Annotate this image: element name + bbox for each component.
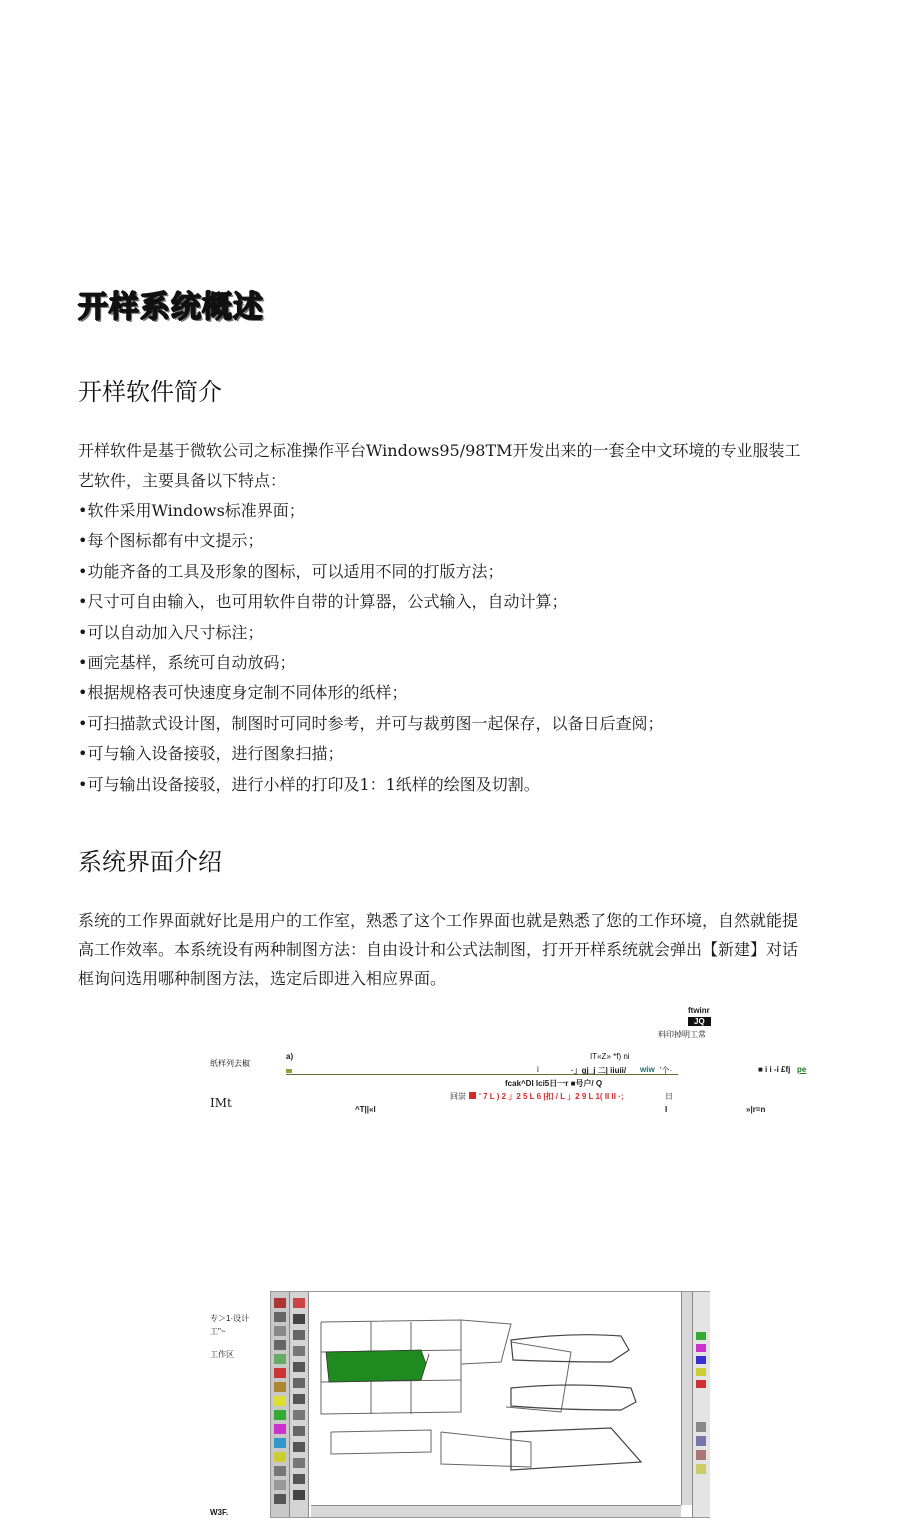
tool-icon[interactable]: [293, 1410, 305, 1420]
tool-icon[interactable]: [274, 1382, 286, 1392]
pattern-selected-piece[interactable]: [326, 1350, 429, 1382]
figure-label: a): [286, 1052, 294, 1061]
tool-icon[interactable]: [274, 1396, 286, 1406]
tool-icon[interactable]: [293, 1490, 305, 1500]
figure-label: 工作区: [210, 1350, 234, 1359]
figure-label: '个·: [660, 1066, 673, 1075]
tool-icon[interactable]: [274, 1480, 286, 1490]
figure-label: pe: [797, 1065, 807, 1074]
swatch[interactable]: [696, 1332, 706, 1340]
figure-label: i: [537, 1065, 539, 1074]
color-palette: [692, 1292, 710, 1517]
tool-icon[interactable]: [293, 1362, 305, 1372]
figure-label: ' 7 L ) 2 」2 5 L 6 |扣 / L 」2 9 L 1( II II ·;: [479, 1092, 624, 1101]
page-title: 开样系统概述: [78, 290, 264, 325]
section-heading-interface: 系统界面介绍: [78, 848, 222, 876]
figure-label: IMt: [210, 1096, 232, 1110]
toolbar-left-2: [290, 1292, 309, 1517]
vertical-scrollbar[interactable]: [681, 1292, 692, 1505]
swatch[interactable]: [696, 1368, 706, 1376]
tool-icon[interactable]: [274, 1452, 286, 1462]
workspace-screenshot: [270, 1291, 710, 1518]
section-intro-paragraph: 开样软件是基于微软公司之标准操作平台Windows95/98TM开发出来的一套全中文环境的专业服装工艺软件，主要具备以下特点：: [78, 441, 801, 490]
figure-label: I: [665, 1105, 668, 1114]
figure-label: wiw: [640, 1065, 655, 1074]
figure-label: ^T||«l: [355, 1105, 376, 1114]
figure-label: 专＞1·设计: [210, 1314, 250, 1323]
figure-label: 工"~: [210, 1327, 226, 1336]
section-interface-paragraph: 系统的工作界面就好比是用户的工作室，熟悉了这个工作界面也就是熟悉了您的工作环境，自然就能提高工作效率。本系统设有两种制图方法：自由设计和公式法制图，打开开样系统就会弹出【新建】对话框询问选用哪种制图方法，选定后即进入相应界面。: [78, 911, 799, 988]
toolbar-left: [271, 1292, 290, 1517]
horizontal-scrollbar[interactable]: [311, 1505, 681, 1517]
figure-label: 纸样列去椒: [210, 1059, 250, 1068]
tool-icon[interactable]: [293, 1442, 305, 1452]
feature-list: [78, 496, 818, 800]
pattern-piece: [441, 1432, 531, 1467]
swatch[interactable]: [696, 1450, 706, 1460]
pattern-line: [461, 1320, 511, 1364]
tool-icon[interactable]: [293, 1378, 305, 1388]
list-item: •可与输出设备接驳，进行小样的打印及1：1纸样的绘图及切割。: [78, 774, 540, 794]
figure-label: 日: [665, 1092, 673, 1101]
tool-icon[interactable]: [274, 1326, 286, 1336]
pattern-piece: [331, 1430, 431, 1454]
pattern-canvas[interactable]: [311, 1292, 681, 1505]
tool-icon[interactable]: [274, 1438, 286, 1448]
tool-icon[interactable]: [274, 1298, 286, 1308]
list-item: •根据规格表可快速度身定制不同体形的纸样；: [78, 683, 408, 703]
tool-icon[interactable]: [293, 1394, 305, 1404]
pattern-piece: [511, 1385, 636, 1410]
figure-label: IT«Z» *f) ni: [590, 1052, 630, 1061]
list-item: •画完基样，系统可自动放码；: [78, 652, 296, 672]
figure-label: fcak^DI lci5日一r ■号户/ Q: [505, 1079, 603, 1088]
tool-icon[interactable]: [293, 1314, 305, 1324]
tool-icon[interactable]: [293, 1474, 305, 1484]
tool-icon[interactable]: [274, 1354, 286, 1364]
tool-icon[interactable]: [293, 1346, 305, 1356]
list-item: •可与输入设备接驳，进行图象扫描；: [78, 744, 344, 764]
swatch[interactable]: [696, 1436, 706, 1446]
section-heading-intro: 开样软件简介: [78, 378, 222, 406]
figure-label: ftwinr: [688, 1006, 710, 1015]
list-item: •软件采用Windows标准界面；: [78, 501, 305, 520]
list-item: •功能齐备的工具及形象的图标，可以适用不同的打版方法；: [78, 561, 504, 581]
tool-icon[interactable]: [293, 1298, 305, 1308]
tool-icons: [271, 1292, 289, 1517]
figure-label-box: JQ: [688, 1017, 711, 1026]
list-item: •可扫描款式设计图，制图时可同时参考，并可与裁剪图一起保存，以备日后查阅；: [78, 713, 664, 733]
palette-swatches: [693, 1292, 710, 1517]
pattern-piece: [506, 1342, 571, 1412]
list-item: •可以自动加入尺寸标注；: [78, 622, 264, 642]
red-marker-icon: [469, 1092, 476, 1099]
tool-icon[interactable]: [293, 1426, 305, 1436]
figure-label: ·」gj_j 二| iiuii/: [571, 1066, 627, 1075]
tool-icon[interactable]: [274, 1368, 286, 1378]
swatch[interactable]: [696, 1422, 706, 1432]
toolbar-figure: [0, 1000, 920, 1130]
figure-label: ■ i i -i £fj: [758, 1065, 791, 1074]
figure-label: 料印掉明工常: [658, 1030, 706, 1039]
list-item: •每个图标都有中文提示；: [78, 531, 264, 551]
tool-icon[interactable]: [274, 1494, 286, 1504]
figure-label: W3F.: [210, 1508, 229, 1517]
swatch[interactable]: [696, 1380, 706, 1388]
swatch[interactable]: [696, 1344, 706, 1352]
tool-icon[interactable]: [293, 1458, 305, 1468]
swatch[interactable]: [696, 1464, 706, 1474]
list-item: •尺寸可自由输入，也可用软件自带的计算器，公式输入，自动计算；: [78, 592, 568, 612]
swatch[interactable]: [696, 1356, 706, 1364]
tool-icon[interactable]: [274, 1410, 286, 1420]
tool-icon[interactable]: [274, 1340, 286, 1350]
tool-icons: [290, 1292, 308, 1517]
marker-icon: [286, 1069, 292, 1073]
tool-icon[interactable]: [274, 1424, 286, 1434]
figure-label: 回崇: [450, 1092, 466, 1101]
tool-icon[interactable]: [274, 1312, 286, 1322]
tool-icon[interactable]: [293, 1330, 305, 1340]
tool-icon[interactable]: [274, 1466, 286, 1476]
figure-label: »|r=n: [746, 1105, 766, 1114]
